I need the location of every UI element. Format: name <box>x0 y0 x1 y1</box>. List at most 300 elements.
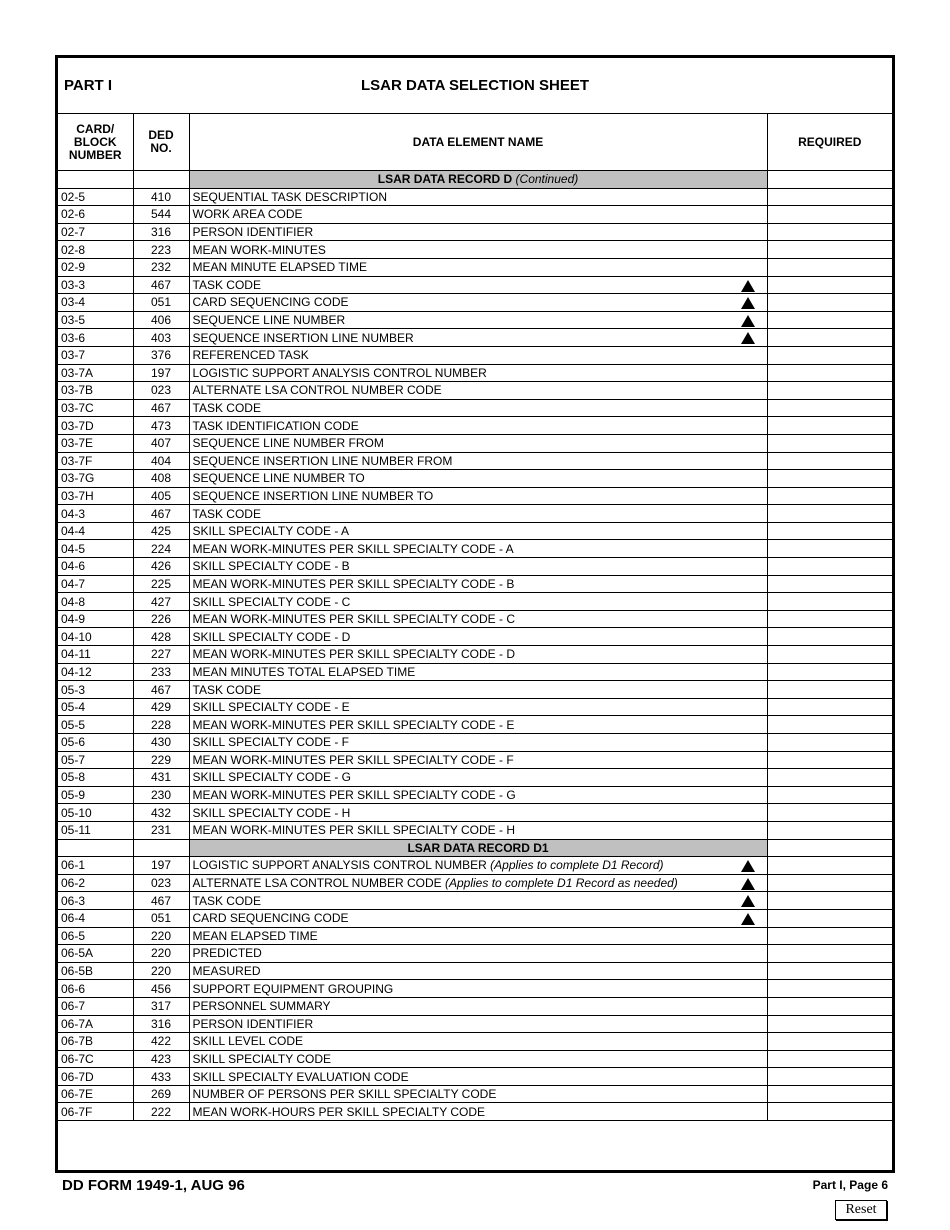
card-block-number: 03-7E <box>58 434 133 452</box>
data-element-table <box>58 114 892 1121</box>
element-name-text: SEQUENCE INSERTION LINE NUMBER <box>192 330 414 345</box>
element-note: (Applies to complete D1 Record as needed) <box>445 876 678 891</box>
table-row <box>58 276 892 294</box>
required-checkbox-cell[interactable] <box>767 628 892 646</box>
element-name-text: SKILL SPECIALTY EVALUATION CODE <box>192 1069 409 1084</box>
ded-number: 220 <box>133 927 189 945</box>
ded-number: 224 <box>133 540 189 558</box>
table-row <box>58 821 892 839</box>
section-title <box>189 171 767 189</box>
required-checkbox-cell[interactable] <box>767 382 892 400</box>
table-row <box>58 505 892 523</box>
card-block-number: 04-8 <box>58 593 133 611</box>
table-row <box>58 769 892 787</box>
ded-number: 023 <box>133 874 189 892</box>
ded-number: 410 <box>133 188 189 206</box>
required-checkbox-cell[interactable] <box>767 734 892 752</box>
table-row <box>58 346 892 364</box>
card-block-number: 05-4 <box>58 698 133 716</box>
data-element-name <box>189 1085 767 1103</box>
required-checkbox-cell[interactable] <box>767 769 892 787</box>
table-row <box>58 892 892 910</box>
table-row <box>58 734 892 752</box>
element-name-text: SKILL SPECIALTY CODE - E <box>192 700 350 715</box>
ded-number: 226 <box>133 610 189 628</box>
section-note: (Continued) <box>515 172 579 187</box>
required-checkbox-cell[interactable] <box>767 698 892 716</box>
triangle-up-icon <box>741 332 755 344</box>
ded-number: 225 <box>133 575 189 593</box>
card-block-number: 03-7F <box>58 452 133 470</box>
table-row <box>58 206 892 224</box>
card-block-number: 03-7 <box>58 346 133 364</box>
table-row <box>58 399 892 417</box>
table-row <box>58 540 892 558</box>
required-checkbox-cell[interactable] <box>767 417 892 435</box>
ded-number: 467 <box>133 505 189 523</box>
table-row <box>58 1085 892 1103</box>
form-number: DD FORM 1949-1, AUG 96 <box>62 1177 245 1194</box>
required-checkbox-cell[interactable] <box>767 223 892 241</box>
card-cell <box>58 171 133 189</box>
data-element-name <box>189 909 767 927</box>
table-row <box>58 857 892 875</box>
required-checkbox-cell[interactable] <box>767 681 892 699</box>
table-row <box>58 681 892 699</box>
required-checkbox-cell[interactable] <box>767 593 892 611</box>
element-name-text: SUPPORT EQUIPMENT GROUPING <box>192 981 394 996</box>
card-block-number: 02-5 <box>58 188 133 206</box>
card-block-number: 06-4 <box>58 909 133 927</box>
data-element-name <box>189 610 767 628</box>
required-checkbox-cell[interactable] <box>767 1068 892 1086</box>
data-element-name <box>189 276 767 294</box>
card-block-number: 06-7D <box>58 1068 133 1086</box>
ded-number: 230 <box>133 786 189 804</box>
element-name-text: MEAN MINUTE ELAPSED TIME <box>192 260 367 275</box>
table-row <box>58 1068 892 1086</box>
required-checkbox-cell[interactable] <box>767 487 892 505</box>
card-block-number-header: CARD/ BLOCK NUMBER <box>58 114 133 171</box>
element-name-text: SKILL SPECIALTY CODE - C <box>192 594 351 609</box>
table-row <box>58 188 892 206</box>
ded-number: 269 <box>133 1085 189 1103</box>
table-row <box>58 470 892 488</box>
required-checkbox-cell[interactable] <box>767 821 892 839</box>
page-title: LSAR DATA SELECTION SHEET <box>360 77 590 94</box>
data-element-name <box>189 857 767 875</box>
card-block-number: 04-11 <box>58 646 133 664</box>
table-row <box>58 1015 892 1033</box>
element-name-text: CARD SEQUENCING CODE <box>192 911 349 926</box>
ded-number: 222 <box>133 1103 189 1121</box>
page-number: Part I, Page 6 <box>812 1178 888 1192</box>
ded-number: 220 <box>133 945 189 963</box>
data-element-name <box>189 962 767 980</box>
triangle-up-icon <box>741 895 755 907</box>
table-row <box>58 804 892 822</box>
element-name-text: SEQUENCE INSERTION LINE NUMBER FROM <box>192 453 453 468</box>
card-block-number: 06-6 <box>58 980 133 998</box>
part-label: PART I <box>64 77 113 94</box>
card-block-number: 06-5A <box>58 945 133 963</box>
required-checkbox-cell[interactable] <box>767 522 892 540</box>
element-name-text: MEAN WORK-MINUTES PER SKILL SPECIALTY CODE - G <box>192 788 516 803</box>
card-block-number: 03-7B <box>58 382 133 400</box>
form-title-row <box>58 58 892 114</box>
data-element-name <box>189 1015 767 1033</box>
required-checkbox-cell[interactable] <box>767 892 892 910</box>
element-name-text: MEAN WORK-MINUTES PER SKILL SPECIALTY CODE - B <box>192 576 515 591</box>
element-name-text: NUMBER OF PERSONS PER SKILL SPECIALTY CODE <box>192 1087 497 1102</box>
element-name-text: MEAN ELAPSED TIME <box>192 928 318 943</box>
data-element-name <box>189 241 767 259</box>
ded-number: 051 <box>133 294 189 312</box>
element-name-text: SEQUENCE LINE NUMBER <box>192 313 346 328</box>
required-checkbox-cell[interactable] <box>767 857 892 875</box>
card-block-number: 05-5 <box>58 716 133 734</box>
data-element-name <box>189 575 767 593</box>
card-block-number: 04-5 <box>58 540 133 558</box>
data-element-name <box>189 399 767 417</box>
card-block-number: 03-5 <box>58 311 133 329</box>
card-block-number: 05-10 <box>58 804 133 822</box>
required-checkbox-cell[interactable] <box>767 716 892 734</box>
ded-number: 197 <box>133 857 189 875</box>
data-element-name <box>189 311 767 329</box>
table-row <box>58 874 892 892</box>
table-row <box>58 223 892 241</box>
card-block-number: 04-6 <box>58 558 133 576</box>
data-element-name <box>189 505 767 523</box>
table-row <box>58 927 892 945</box>
required-header: REQUIRED <box>767 114 892 171</box>
ded-number: 408 <box>133 470 189 488</box>
element-name-text: PREDICTED <box>192 946 262 961</box>
required-cell[interactable] <box>767 171 892 189</box>
element-name-text: SEQUENCE INSERTION LINE NUMBER TO <box>192 488 434 503</box>
ded-number: 220 <box>133 962 189 980</box>
data-element-name <box>189 980 767 998</box>
data-element-name <box>189 593 767 611</box>
required-checkbox-cell[interactable] <box>767 945 892 963</box>
required-checkbox-cell[interactable] <box>767 1103 892 1121</box>
ded-number: 422 <box>133 1033 189 1051</box>
element-name-text: TASK CODE <box>192 277 261 292</box>
data-element-name <box>189 769 767 787</box>
table-row <box>58 1103 892 1121</box>
element-name-text: WORK AREA CODE <box>192 207 303 222</box>
section-title-text: LSAR DATA RECORD D <box>377 172 513 187</box>
table-row <box>58 364 892 382</box>
required-checkbox-cell[interactable] <box>767 258 892 276</box>
ded-number: 427 <box>133 593 189 611</box>
ded-number: 433 <box>133 1068 189 1086</box>
table-row <box>58 522 892 540</box>
element-name-text: SEQUENCE LINE NUMBER TO <box>192 471 365 486</box>
required-checkbox-cell[interactable] <box>767 311 892 329</box>
ded-number: 229 <box>133 751 189 769</box>
element-name-text: PERSON IDENTIFIER <box>192 1016 314 1031</box>
required-checkbox-cell[interactable] <box>767 751 892 769</box>
table-row <box>58 786 892 804</box>
element-name-text: TASK CODE <box>192 506 261 521</box>
data-element-name <box>189 892 767 910</box>
table-row <box>58 434 892 452</box>
table-row <box>58 593 892 611</box>
card-block-number: 06-7F <box>58 1103 133 1121</box>
element-name-text: LOGISTIC SUPPORT ANALYSIS CONTROL NUMBER <box>192 365 487 380</box>
element-name-text: SKILL LEVEL CODE <box>192 1034 303 1049</box>
ded-number: 232 <box>133 258 189 276</box>
ded-number: 231 <box>133 821 189 839</box>
card-block-number: 06-7C <box>58 1050 133 1068</box>
ded-number: 467 <box>133 892 189 910</box>
data-element-name <box>189 804 767 822</box>
ded-cell <box>133 839 189 857</box>
data-element-name <box>189 294 767 312</box>
required-checkbox-cell[interactable] <box>767 470 892 488</box>
required-checkbox-cell[interactable] <box>767 997 892 1015</box>
ded-number: 423 <box>133 1050 189 1068</box>
data-element-name <box>189 417 767 435</box>
card-block-number: 03-7C <box>58 399 133 417</box>
table-row <box>58 628 892 646</box>
data-element-name <box>189 874 767 892</box>
card-block-number: 05-11 <box>58 821 133 839</box>
element-note: (Applies to complete D1 Record) <box>490 858 664 873</box>
ded-number: 430 <box>133 734 189 752</box>
ded-number: 316 <box>133 223 189 241</box>
reset-button[interactable]: Reset <box>835 1200 887 1220</box>
table-row <box>58 663 892 681</box>
required-checkbox-cell[interactable] <box>767 505 892 523</box>
required-checkbox-cell[interactable] <box>767 874 892 892</box>
table-row <box>58 558 892 576</box>
ded-number: 431 <box>133 769 189 787</box>
ded-number: 428 <box>133 628 189 646</box>
data-element-name <box>189 821 767 839</box>
data-element-name <box>189 188 767 206</box>
element-name-text: ALTERNATE LSA CONTROL NUMBER CODE <box>192 383 442 398</box>
data-element-name <box>189 681 767 699</box>
element-name-text: SKILL SPECIALTY CODE <box>192 1051 331 1066</box>
ded-number: 223 <box>133 241 189 259</box>
card-block-number: 04-4 <box>58 522 133 540</box>
required-checkbox-cell[interactable] <box>767 452 892 470</box>
card-block-number: 05-7 <box>58 751 133 769</box>
data-element-name <box>189 646 767 664</box>
required-checkbox-cell[interactable] <box>767 294 892 312</box>
table-row <box>58 329 892 347</box>
element-name-text: REFERENCED TASK <box>192 348 309 363</box>
element-name-text: ALTERNATE LSA CONTROL NUMBER CODE <box>192 876 442 891</box>
ded-number: 405 <box>133 487 189 505</box>
required-checkbox-cell[interactable] <box>767 206 892 224</box>
ded-number: 197 <box>133 364 189 382</box>
data-element-name <box>189 628 767 646</box>
required-checkbox-cell[interactable] <box>767 1033 892 1051</box>
required-checkbox-cell[interactable] <box>767 646 892 664</box>
ded-number: 023 <box>133 382 189 400</box>
required-cell[interactable] <box>767 839 892 857</box>
data-element-name <box>189 452 767 470</box>
card-block-number: 05-6 <box>58 734 133 752</box>
ded-cell <box>133 171 189 189</box>
required-checkbox-cell[interactable] <box>767 540 892 558</box>
card-block-number: 03-3 <box>58 276 133 294</box>
card-block-number: 02-9 <box>58 258 133 276</box>
data-element-name <box>189 558 767 576</box>
data-element-name <box>189 540 767 558</box>
card-block-number: 02-7 <box>58 223 133 241</box>
data-element-name <box>189 997 767 1015</box>
required-checkbox-cell[interactable] <box>767 188 892 206</box>
ded-number: 317 <box>133 997 189 1015</box>
triangle-up-icon <box>741 297 755 309</box>
element-name-text: SKILL SPECIALTY CODE - F <box>192 735 349 750</box>
data-element-name <box>189 223 767 241</box>
data-element-name <box>189 1050 767 1068</box>
ded-number: 473 <box>133 417 189 435</box>
ded-number: 425 <box>133 522 189 540</box>
triangle-up-icon <box>741 280 755 292</box>
required-checkbox-cell[interactable] <box>767 909 892 927</box>
ded-number: 227 <box>133 646 189 664</box>
data-element-name <box>189 329 767 347</box>
table-header-row <box>58 114 892 171</box>
required-checkbox-cell[interactable] <box>767 364 892 382</box>
required-checkbox-cell[interactable] <box>767 434 892 452</box>
data-element-name <box>189 1103 767 1121</box>
section-header-row <box>58 171 892 189</box>
card-block-number: 06-7E <box>58 1085 133 1103</box>
ded-number: 228 <box>133 716 189 734</box>
required-checkbox-cell[interactable] <box>767 558 892 576</box>
table-row <box>58 452 892 470</box>
ded-number: 429 <box>133 698 189 716</box>
required-checkbox-cell[interactable] <box>767 927 892 945</box>
element-name-text: SKILL SPECIALTY CODE - B <box>192 559 350 574</box>
element-name-text: PERSONNEL SUMMARY <box>192 999 331 1014</box>
required-checkbox-cell[interactable] <box>767 399 892 417</box>
table-row <box>58 980 892 998</box>
data-element-name <box>189 346 767 364</box>
table-row <box>58 962 892 980</box>
data-element-name <box>189 945 767 963</box>
element-name-text: SKILL SPECIALTY CODE - A <box>192 524 350 539</box>
card-cell <box>58 839 133 857</box>
table-row <box>58 311 892 329</box>
ded-number: 403 <box>133 329 189 347</box>
required-checkbox-cell[interactable] <box>767 575 892 593</box>
required-checkbox-cell[interactable] <box>767 980 892 998</box>
required-checkbox-cell[interactable] <box>767 241 892 259</box>
card-block-number: 05-3 <box>58 681 133 699</box>
card-block-number: 04-10 <box>58 628 133 646</box>
required-checkbox-cell[interactable] <box>767 1085 892 1103</box>
ded-number: 316 <box>133 1015 189 1033</box>
ded-number: 376 <box>133 346 189 364</box>
card-block-number: 05-9 <box>58 786 133 804</box>
data-selection-form <box>55 55 895 1173</box>
card-block-number: 04-12 <box>58 663 133 681</box>
card-block-number: 03-4 <box>58 294 133 312</box>
element-name-text: TASK CODE <box>192 401 261 416</box>
ded-number: 467 <box>133 399 189 417</box>
element-name-text: MEAN WORK-MINUTES <box>192 242 326 257</box>
section-title-text: LSAR DATA RECORD D1 <box>407 840 549 855</box>
required-checkbox-cell[interactable] <box>767 346 892 364</box>
element-name-text: MEAN MINUTES TOTAL ELAPSED TIME <box>192 664 416 679</box>
ded-number: 426 <box>133 558 189 576</box>
required-checkbox-cell[interactable] <box>767 804 892 822</box>
data-element-name <box>189 786 767 804</box>
data-element-name <box>189 434 767 452</box>
data-element-name <box>189 734 767 752</box>
card-block-number: 06-3 <box>58 892 133 910</box>
triangle-up-icon <box>741 315 755 327</box>
data-element-name <box>189 206 767 224</box>
ded-no-header: DED NO. <box>133 114 189 171</box>
data-element-name <box>189 382 767 400</box>
element-name-text: SKILL SPECIALTY CODE - G <box>192 770 351 785</box>
ded-number: 051 <box>133 909 189 927</box>
card-block-number: 06-5 <box>58 927 133 945</box>
required-checkbox-cell[interactable] <box>767 329 892 347</box>
card-block-number: 02-6 <box>58 206 133 224</box>
card-block-number: 04-3 <box>58 505 133 523</box>
table-row <box>58 909 892 927</box>
ded-number: 467 <box>133 681 189 699</box>
element-name-text: MEAN WORK-MINUTES PER SKILL SPECIALTY CODE - C <box>192 612 515 627</box>
table-row <box>58 417 892 435</box>
table-row <box>58 258 892 276</box>
required-checkbox-cell[interactable] <box>767 786 892 804</box>
table-row <box>58 575 892 593</box>
table-row <box>58 1033 892 1051</box>
card-block-number: 05-8 <box>58 769 133 787</box>
required-checkbox-cell[interactable] <box>767 962 892 980</box>
triangle-up-icon <box>741 878 755 890</box>
ded-number: 407 <box>133 434 189 452</box>
required-checkbox-cell[interactable] <box>767 1015 892 1033</box>
element-name-text: MEASURED <box>192 964 261 979</box>
table-row <box>58 487 892 505</box>
element-name-text: MEAN WORK-MINUTES PER SKILL SPECIALTY CODE - E <box>192 717 515 732</box>
data-element-name-header: DATA ELEMENT NAME <box>189 114 767 171</box>
card-block-number: 03-7A <box>58 364 133 382</box>
element-name-text: TASK CODE <box>192 682 261 697</box>
card-block-number: 06-7B <box>58 1033 133 1051</box>
card-block-number: 02-8 <box>58 241 133 259</box>
element-name-text: TASK CODE <box>192 893 261 908</box>
table-row <box>58 1050 892 1068</box>
card-block-number: 06-2 <box>58 874 133 892</box>
table-row <box>58 294 892 312</box>
required-checkbox-cell[interactable] <box>767 610 892 628</box>
data-element-name <box>189 470 767 488</box>
required-checkbox-cell[interactable] <box>767 663 892 681</box>
data-element-name <box>189 522 767 540</box>
required-checkbox-cell[interactable] <box>767 1050 892 1068</box>
required-checkbox-cell[interactable] <box>767 276 892 294</box>
card-block-number: 03-7H <box>58 487 133 505</box>
data-element-name <box>189 698 767 716</box>
triangle-up-icon <box>741 913 755 925</box>
card-block-number: 06-7 <box>58 997 133 1015</box>
data-element-name <box>189 663 767 681</box>
